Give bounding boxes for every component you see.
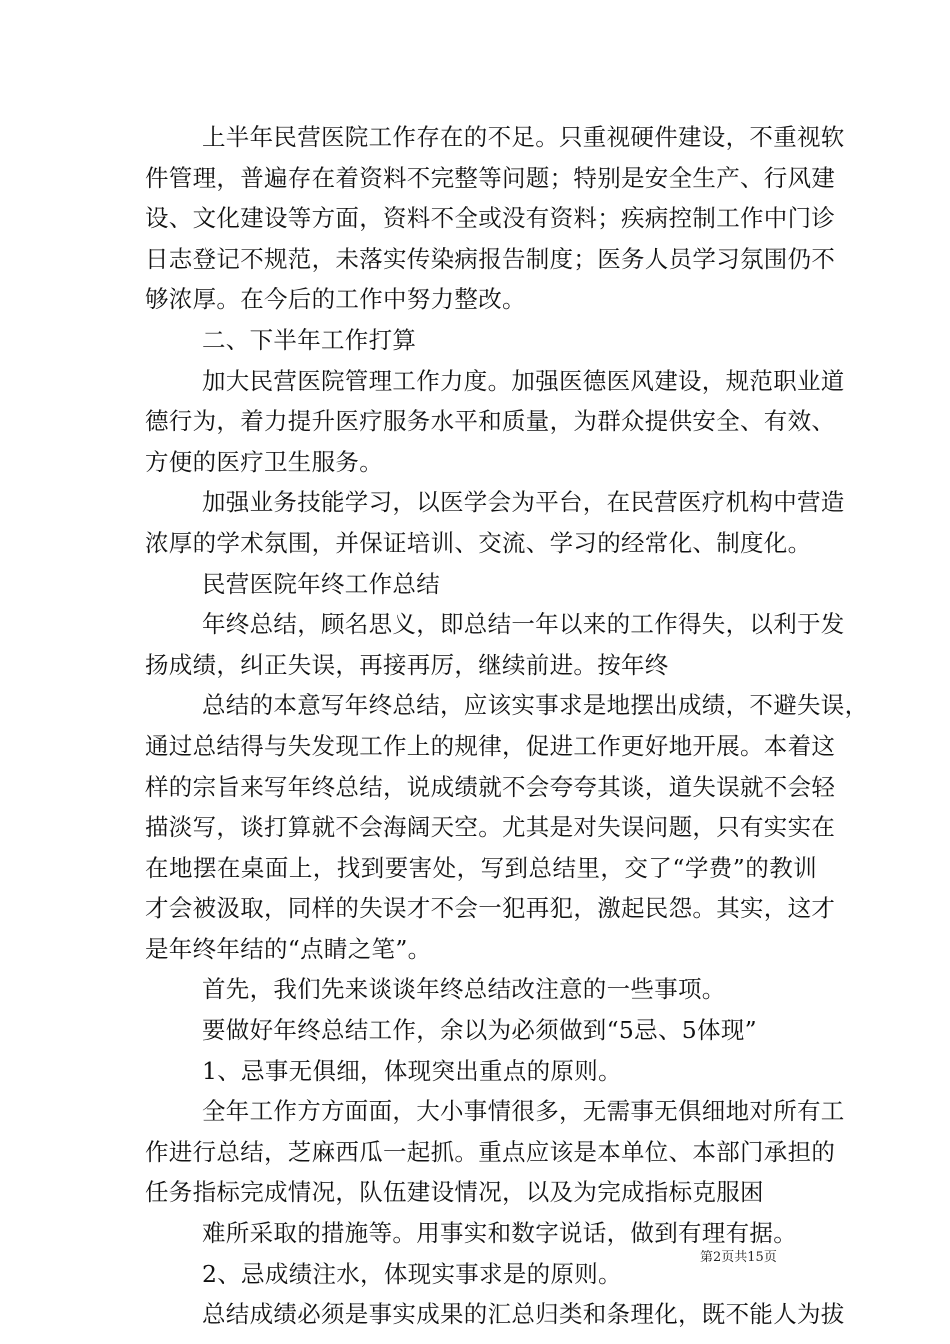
text-line: 扬成绩，纠正失误，再接再厉，继续前进。按年终	[145, 650, 669, 679]
text-line: 加大民营医院管理工作力度。加强医德医风建设，规范职业道	[202, 366, 845, 395]
text-line: 总结的本意写年终总结，应该实事求是地摆出成绩，不避失误，	[202, 691, 869, 720]
text-line: 日志登记不规范，未落实传染病报告制度；医务人员学习氛围仍不	[145, 244, 836, 273]
text-line: 够浓厚。在今后的工作中努力整改。	[145, 285, 526, 314]
text-line: 难所采取的措施等。用事实和数字说话，做到有理有据。	[202, 1219, 797, 1248]
text-line: 全年工作方方面面，大小事情很多，无需事无俱细地对所有工	[202, 1097, 845, 1126]
text-line: 1、忌事无俱细，体现突出重点的原则。	[202, 1056, 622, 1085]
text-line: 上半年民营医院工作存在的不足。只重视硬件建设，不重视软	[202, 123, 845, 151]
text-line: 年终总结，顾名思义，即总结一年以来的工作得失，以利于发	[202, 610, 845, 639]
text-line: 要做好年终总结工作，余以为必须做到“5忌、5体现”	[202, 1016, 757, 1045]
text-line: 才会被汲取，同样的失误才不会一犯再犯，激起民怨。其实，这才	[145, 894, 836, 923]
text-line: 作进行总结，芝麻西瓜一起抓。重点应该是本单位、本部门承担的	[145, 1137, 836, 1166]
text-line: 件管理，普遍存在着资料不完整等问题；特别是安全生产、行风建	[145, 163, 836, 192]
text-line: 首先，我们先来谈谈年终总结改注意的一些事项。	[202, 975, 726, 1004]
text-line: 2、忌成绩注水，体现实事求是的原则。	[202, 1259, 622, 1288]
text-line: 浓厚的学术氛围，并保证培训、交流、学习的经常化、制度化。	[145, 528, 812, 557]
text-line: 样的宗旨来写年终总结，说成绩就不会夸夸其谈，道失误就不会轻	[145, 772, 836, 801]
text-line: 民营医院年终工作总结	[202, 569, 440, 598]
text-line: 德行为，着力提升医疗服务水平和质量，为群众提供安全、有效、	[145, 407, 836, 436]
text-line: 是年终年结的“点睛之笔”。	[145, 934, 432, 963]
text-line: 通过总结得与失发现工作上的规律，促进工作更好地开展。本着这	[145, 731, 836, 760]
document-body	[145, 117, 869, 1335]
text-line: 总结成绩必须是事实成果的汇总归类和条理化，既不能人为拔	[202, 1300, 845, 1329]
text-line: 任务指标完成情况，队伍建设情况，以及为完成指标克服困	[145, 1178, 764, 1207]
text-line: 二、下半年工作打算	[202, 325, 417, 354]
text-line: 方便的医疗卫生服务。	[145, 447, 383, 476]
text-line: 加强业务技能学习，以医学会为平台，在民营医疗机构中营造	[202, 488, 845, 517]
page-number: 第2页共15页	[700, 1250, 777, 1265]
text-line: 设、文化建设等方面，资料不全或没有资料；疾病控制工作中门诊	[145, 204, 836, 233]
text-line: 在地摆在桌面上，找到要害处，写到总结里，交了“学费”的教训	[145, 853, 817, 882]
text-line: 描淡写，谈打算就不会海阔天空。尤其是对失误问题，只有实实在	[145, 813, 836, 842]
